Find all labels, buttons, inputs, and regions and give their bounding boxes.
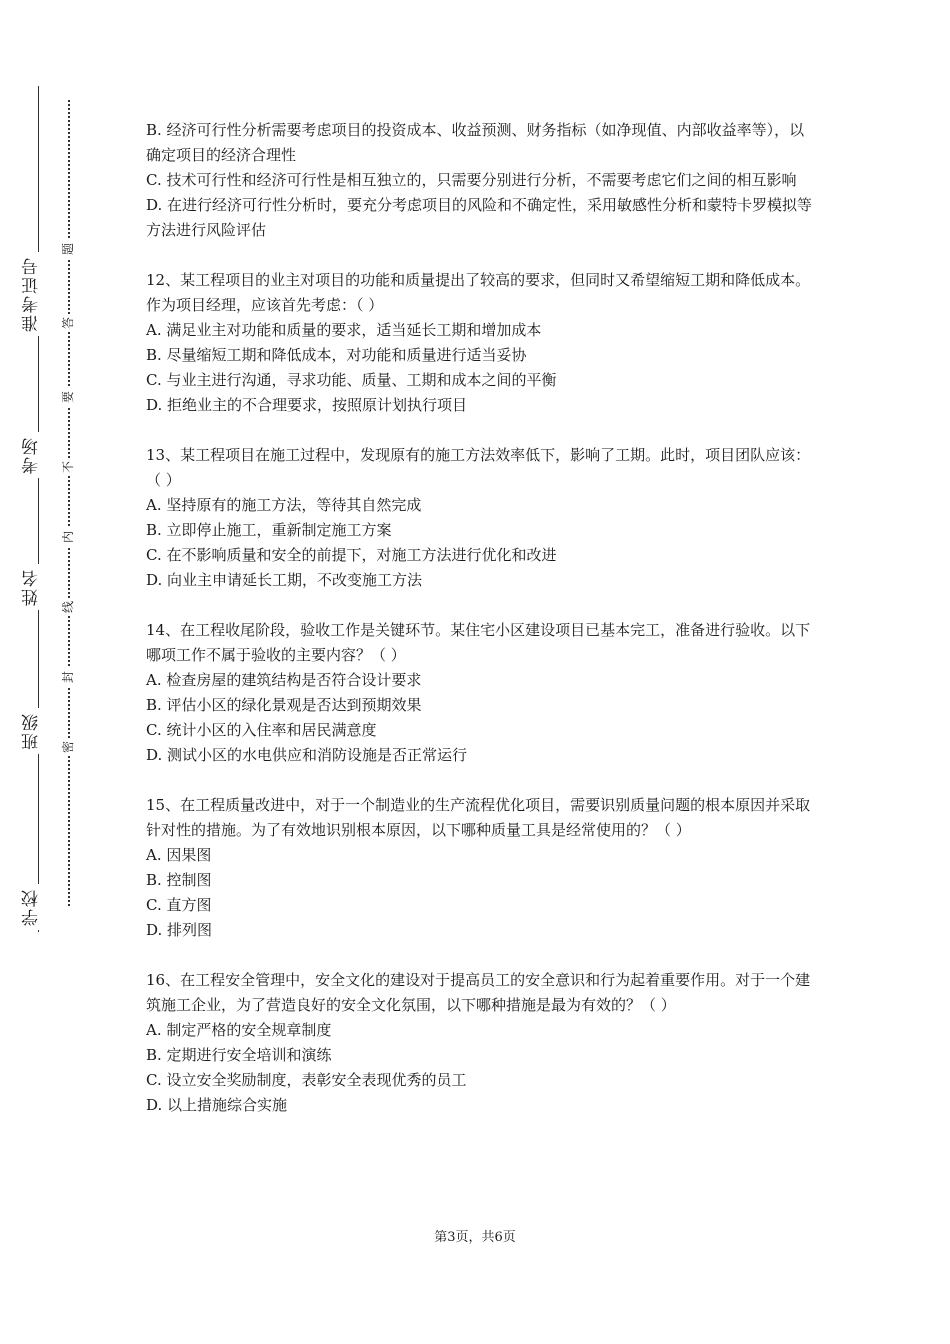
option: D. 拒绝业主的不合理要求，按照原计划执行项目 — [146, 396, 468, 414]
seal-char: 内 — [59, 528, 77, 546]
option: B. 经济可行性分析需要考虑项目的投资成本、收益预测、财务指标（如净现值、内部收益率等），以确定项目的经济合理性 — [146, 121, 805, 164]
option: D. 排列图 — [146, 921, 213, 939]
option: B. 控制图 — [146, 871, 212, 889]
question-16 — [146, 968, 816, 1118]
seal-char: 不 — [59, 458, 77, 476]
option: B. 尽量缩短工期和降低成本，对功能和质量进行适当妥协 — [146, 346, 527, 364]
option: D. 向业主申请延长工期，不改变施工方法 — [146, 571, 423, 589]
option: C. 设立安全奖励制度，表彰安全表现优秀的员工 — [146, 1071, 467, 1089]
seal-char: 封 — [59, 668, 77, 686]
option: B. 定期进行安全培训和演练 — [146, 1046, 332, 1064]
seal-char: 密 — [59, 738, 77, 756]
option: A. 因果图 — [146, 846, 212, 864]
field-exam-id-label: 准考证号 — [24, 252, 52, 336]
binding-margin — [0, 0, 110, 1344]
option: B. 评估小区的绿化景观是否达到预期效果 — [146, 696, 422, 714]
question-stem: 16、在工程安全管理中，安全文化的建设对于提高员工的安全意识和行为起着重要作用。对于一个建筑施工企业，为了营造良好的安全文化氛围，以下哪种措施是最为有效的？（ ） — [146, 971, 811, 1014]
question-stem: 15、在工程质量改进中，对于一个制造业的生产流程优化项目，需要识别质量问题的根本原因并采取针对性的措施。为了有效地识别根本原因，以下哪种质量工具是经常使用的？（ ） — [146, 796, 811, 839]
option: A. 制定严格的安全规章制度 — [146, 1021, 332, 1039]
option: C. 在不影响质量和安全的前提下，对施工方法进行优化和改进 — [146, 546, 557, 564]
seal-dotted-line — [68, 100, 70, 906]
question-15 — [146, 793, 816, 943]
option: A. 满足业主对功能和质量的要求，适当延长工期和增加成本 — [146, 321, 542, 339]
question-stem: 12、某工程项目的业主对项目的功能和质量提出了较高的要求，但同时又希望缩短工期和降低成本。作为项目经理，应该首先考虑：（ ） — [146, 271, 811, 314]
field-class-label: 班级 — [24, 708, 52, 754]
question-14 — [146, 618, 816, 768]
option: B. 立即停止施工，重新制定施工方案 — [146, 521, 392, 539]
seal-char: 答 — [59, 314, 77, 332]
option: A. 坚持原有的施工方法，等待其自然完成 — [146, 496, 422, 514]
option: C. 统计小区的入住率和居民满意度 — [146, 721, 377, 739]
exam-content — [146, 118, 816, 1118]
field-name-label: 姓名 — [24, 564, 52, 610]
page-footer: 第3页，共6页 — [434, 1230, 516, 1245]
option: D. 在进行经济可行性分析时，要充分考虑项目的风险和不确定性，采用敏感性分析和蒙特卡罗模拟等方法进行风险评估 — [146, 196, 813, 239]
continued-options — [146, 118, 816, 243]
question-stem: 13、某工程项目在施工过程中，发现原有的施工方法效率低下，影响了工期。此时，项目团队应该：（ ） — [146, 446, 811, 489]
option: C. 与业主进行沟通，寻求功能、质量、工期和成本之间的平衡 — [146, 371, 557, 389]
option: D. 以上措施综合实施 — [146, 1096, 288, 1114]
option: C. 技术可行性和经济可行性是相互独立的，只需要分别进行分析，不需要考虑它们之间的相互影响 — [146, 171, 797, 189]
question-12 — [146, 268, 816, 418]
seal-char: 题 — [59, 240, 77, 258]
seal-char: 要 — [59, 388, 77, 406]
question-stem: 14、在工程收尾阶段，验收工作是关键环节。某住宅小区建设项目已基本完工，准备进行验收。以下哪项工作不属于验收的主要内容？（ ） — [146, 621, 811, 664]
seal-char: 线 — [59, 598, 77, 616]
field-school-label: 学校 — [24, 884, 52, 930]
question-13 — [146, 443, 816, 593]
option: D. 测试小区的水电供应和消防设施是否正常运行 — [146, 746, 468, 764]
option: C. 直方图 — [146, 896, 212, 914]
binding-solid-line — [38, 86, 39, 932]
option: A. 检查房屋的建筑结构是否符合设计要求 — [146, 671, 422, 689]
field-exam-room-label: 考场 — [24, 432, 52, 478]
